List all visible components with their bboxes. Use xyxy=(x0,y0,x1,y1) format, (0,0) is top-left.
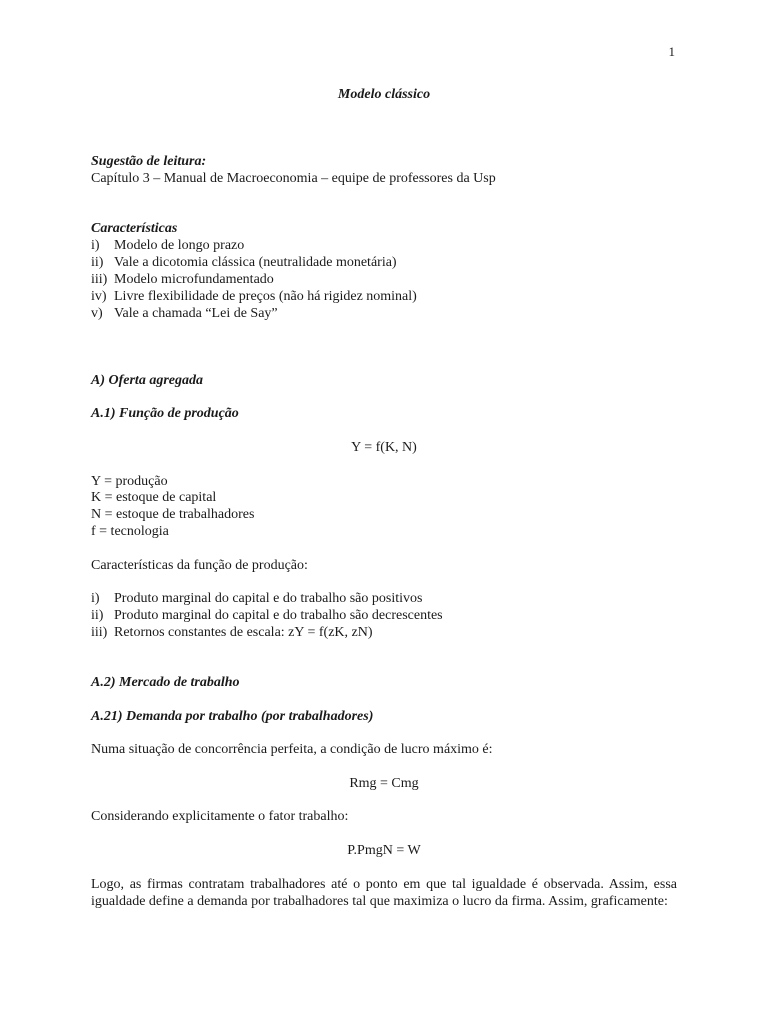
section-a1-heading: A.1) Função de produção xyxy=(91,406,239,421)
characteristics-item xyxy=(91,305,278,322)
property-item xyxy=(91,590,422,607)
paragraph: Numa situação de concorrência perfeita, a condição de lucro máximo é: xyxy=(91,742,493,757)
section-a2-heading: A.2) Mercado de trabalho xyxy=(91,675,240,690)
list-number: iii) xyxy=(91,625,108,640)
list-text: Livre flexibilidade de preços (não há rigidez nominal) xyxy=(114,289,417,304)
section-a21-heading: A.21) Demanda por trabalho (por trabalhadores) xyxy=(91,709,374,724)
section-a-heading: A) Oferta agregada xyxy=(91,373,203,388)
list-text: Vale a dicotomia clássica (neutralidade monetária) xyxy=(114,255,397,270)
list-number: i) xyxy=(91,238,100,253)
list-text: Produto marginal do capital e do trabalho são decrescentes xyxy=(114,608,443,623)
labor-formula: P.PmgN = W xyxy=(347,843,421,858)
list-text: Produto marginal do capital e do trabalho são positivos xyxy=(114,591,423,606)
list-text: Modelo microfundamentado xyxy=(114,272,274,287)
props-intro: Características da função de produção: xyxy=(91,558,308,573)
reading-heading: Sugestão de leitura: xyxy=(91,154,207,169)
property-item xyxy=(91,607,443,624)
definition-line: N = estoque de trabalhadores xyxy=(91,507,255,522)
paragraph: Logo, as firmas contratam trabalhadores até o ponto em que tal igualdade é observada. Assim, essa igualdade define a demanda por trabalhadores tal que maximiza o lucro da firma. Assim, graficamente: xyxy=(91,877,677,909)
production-formula: Y = f(K, N) xyxy=(351,440,417,455)
definition-line: K = estoque de capital xyxy=(91,490,217,505)
reading-text: Capítulo 3 – Manual de Macroeconomia – equipe de professores da Usp xyxy=(91,171,496,186)
characteristics-item xyxy=(91,237,244,254)
characteristics-item xyxy=(91,271,274,288)
paragraph: Considerando explicitamente o fator trabalho: xyxy=(91,809,349,824)
list-number: ii) xyxy=(91,255,104,270)
page-number: 1 xyxy=(668,44,675,59)
list-number: iii) xyxy=(91,272,108,287)
list-number: i) xyxy=(91,591,100,606)
profit-formula: Rmg = Cmg xyxy=(349,776,419,791)
characteristics-item xyxy=(91,288,417,305)
characteristics-item xyxy=(91,254,397,271)
list-number: v) xyxy=(91,306,103,321)
definition-line: Y = produção xyxy=(91,474,168,489)
list-text: Vale a chamada “Lei de Say” xyxy=(114,306,278,321)
list-number: iv) xyxy=(91,289,107,304)
document-title: Modelo clássico xyxy=(337,87,431,102)
characteristics-heading: Características xyxy=(91,221,178,236)
property-item xyxy=(91,624,373,641)
list-number: ii) xyxy=(91,608,104,623)
definition-line: f = tecnologia xyxy=(91,524,169,539)
list-text: Retornos constantes de escala: zY = f(zK, zN) xyxy=(114,625,373,640)
list-text: Modelo de longo prazo xyxy=(114,238,245,253)
